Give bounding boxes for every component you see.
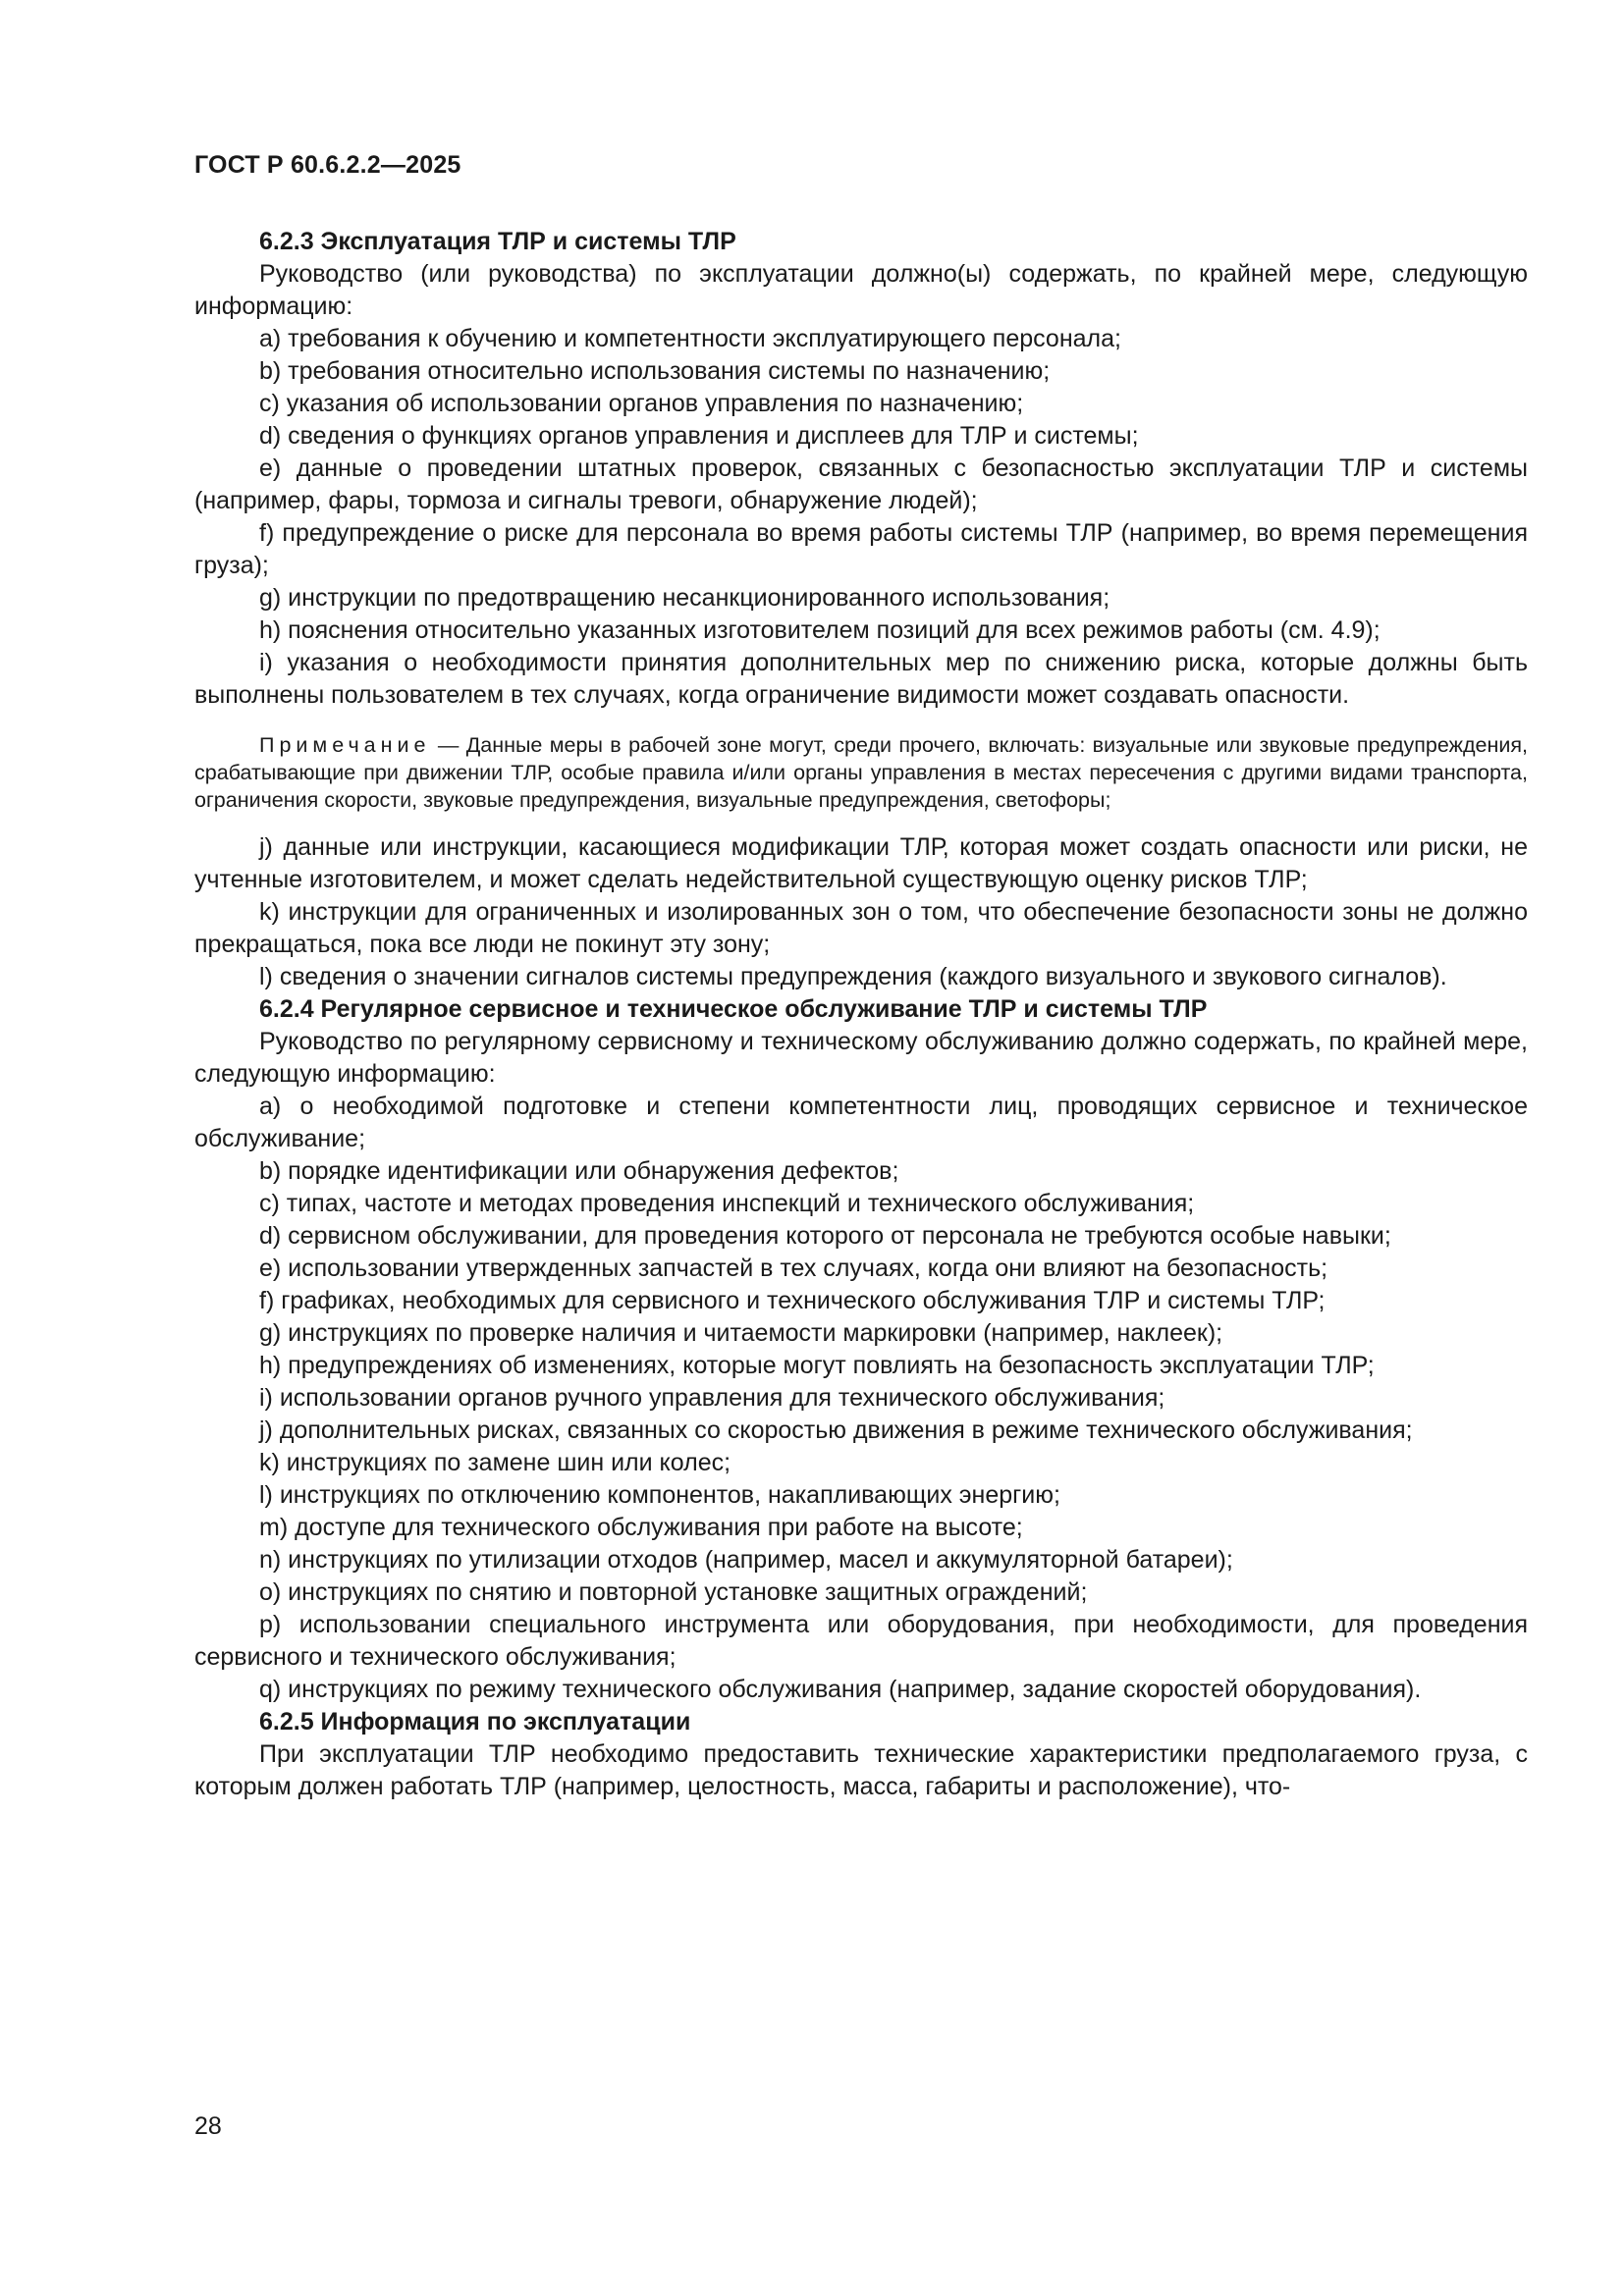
list-item: j) дополнительных рисках, связанных со скоростью движения в режиме технического обслуживания;	[259, 1416, 1413, 1444]
section-heading-6-2-4: 6.2.4 Регулярное сервисное и техническое обслуживание ТЛР и системы ТЛР	[259, 995, 1208, 1023]
note-text: — Данные меры в рабочей зоне могут, среди прочего, включать: визуальные или звуковые предупреждения, срабатывающие при движении ТЛР, особые правила и/или органы управления в местах пересечения с другими видами транспорта, ограничения скорости, звуковые предупреждения, визуальные предупреждения, светофоры;	[194, 733, 1528, 812]
list-item: k) инструкциях по замене шин или колес;	[259, 1449, 731, 1476]
list-item: a) требования к обучению и компетентности эксплуатирующего персонала;	[259, 325, 1121, 352]
paragraph: При эксплуатации ТЛР необходимо предоставить технические характеристики предполагаемого груза, с которым должен работать ТЛР (например, целостность, масса, габариты и расположение), что-	[194, 1740, 1528, 1800]
document-body	[194, 226, 1528, 1803]
list-item: o) инструкциях по снятию и повторной установке защитных ограждений;	[259, 1578, 1088, 1606]
paragraph: Руководство по регулярному сервисному и техническому обслуживанию должно содержать, по крайней мере, следующую информацию:	[194, 1028, 1528, 1088]
list-item: k) инструкции для ограниченных и изолированных зон о том, что обеспечение безопасности зоны не должно прекращаться, пока все люди не покинут эту зону;	[194, 898, 1528, 958]
list-item: f) графиках, необходимых для сервисного и технического обслуживания ТЛР и системы ТЛР;	[259, 1287, 1326, 1314]
section-heading-6-2-3: 6.2.3 Эксплуатация ТЛР и системы ТЛР	[259, 228, 736, 255]
list-item: h) пояснения относительно указанных изготовителем позиций для всех режимов работы (см. 4.9);	[259, 616, 1380, 644]
list-item: c) типах, частоте и методах проведения инспекций и технического обслуживания;	[259, 1190, 1195, 1217]
list-item: e) использовании утвержденных запчастей в тех случаях, когда они влияют на безопасность;	[259, 1255, 1328, 1282]
list-item: c) указания об использовании органов управления по назначению;	[259, 390, 1024, 417]
list-item: b) порядке идентификации или обнаружения дефектов;	[259, 1157, 899, 1185]
note	[194, 731, 1528, 814]
list-item: i) указания о необходимости принятия дополнительных мер по снижению риска, которые должны быть выполнены пользователем в тех случаях, когда ограничение видимости может создавать опасности.	[194, 649, 1528, 709]
list-item: g) инструкциях по проверке наличия и читаемости маркировки (например, наклеек);	[259, 1319, 1223, 1347]
list-item: f) предупреждение о риске для персонала во время работы системы ТЛР (например, во время перемещения груза);	[194, 519, 1528, 579]
page-number: 28	[194, 2112, 222, 2140]
list-item: d) сведения о функциях органов управления и дисплеев для ТЛР и системы;	[259, 422, 1139, 450]
list-item: n) инструкциях по утилизации отходов (например, масел и аккумуляторной батареи);	[259, 1546, 1233, 1574]
list-item: b) требования относительно использования системы по назначению;	[259, 357, 1051, 385]
list-item: l) сведения о значении сигналов системы предупреждения (каждого визуального и звукового сигналов).	[259, 963, 1447, 990]
list-item: a) о необходимой подготовке и степени компетентности лиц, проводящих сервисное и техническое обслуживание;	[194, 1093, 1528, 1152]
list-item: d) сервисном обслуживании, для проведения которого от персонала не требуются особые навыки;	[259, 1222, 1391, 1250]
list-item: i) использовании органов ручного управления для технического обслуживания;	[259, 1384, 1165, 1412]
list-item: e) данные о проведении штатных проверок, связанных с безопасностью эксплуатации ТЛР и системы (например, фары, тормоза и сигналы тревоги, обнаружение людей);	[194, 454, 1528, 514]
list-item: p) использовании специального инструмента или оборудования, при необходимости, для проведения сервисного и технического обслуживания;	[194, 1611, 1528, 1671]
note-label: Примечание	[259, 733, 431, 757]
list-item: q) инструкциях по режиму технического обслуживания (например, задание скоростей оборудования).	[259, 1676, 1422, 1703]
list-item: j) данные или инструкции, касающиеся модификации ТЛР, которая может создать опасности или риски, не учтенные изготовителем, и может сделать недействительной существующую оценку рисков ТЛР;	[194, 833, 1528, 893]
section-heading-6-2-5: 6.2.5 Информация по эксплуатации	[259, 1708, 691, 1735]
paragraph: Руководство (или руководства) по эксплуатации должно(ы) содержать, по крайней мере, следующую информацию:	[194, 260, 1528, 320]
document-header: ГОСТ Р 60.6.2.2—2025	[194, 151, 461, 179]
list-item: g) инструкции по предотвращению несанкционированного использования;	[259, 584, 1110, 612]
list-item: h) предупреждениях об изменениях, которые могут повлиять на безопасность эксплуатации ТЛР;	[259, 1352, 1375, 1379]
list-item: l) инструкциях по отключению компонентов, накапливающих энергию;	[259, 1481, 1060, 1509]
list-item: m) доступе для технического обслуживания при работе на высоте;	[259, 1514, 1023, 1541]
